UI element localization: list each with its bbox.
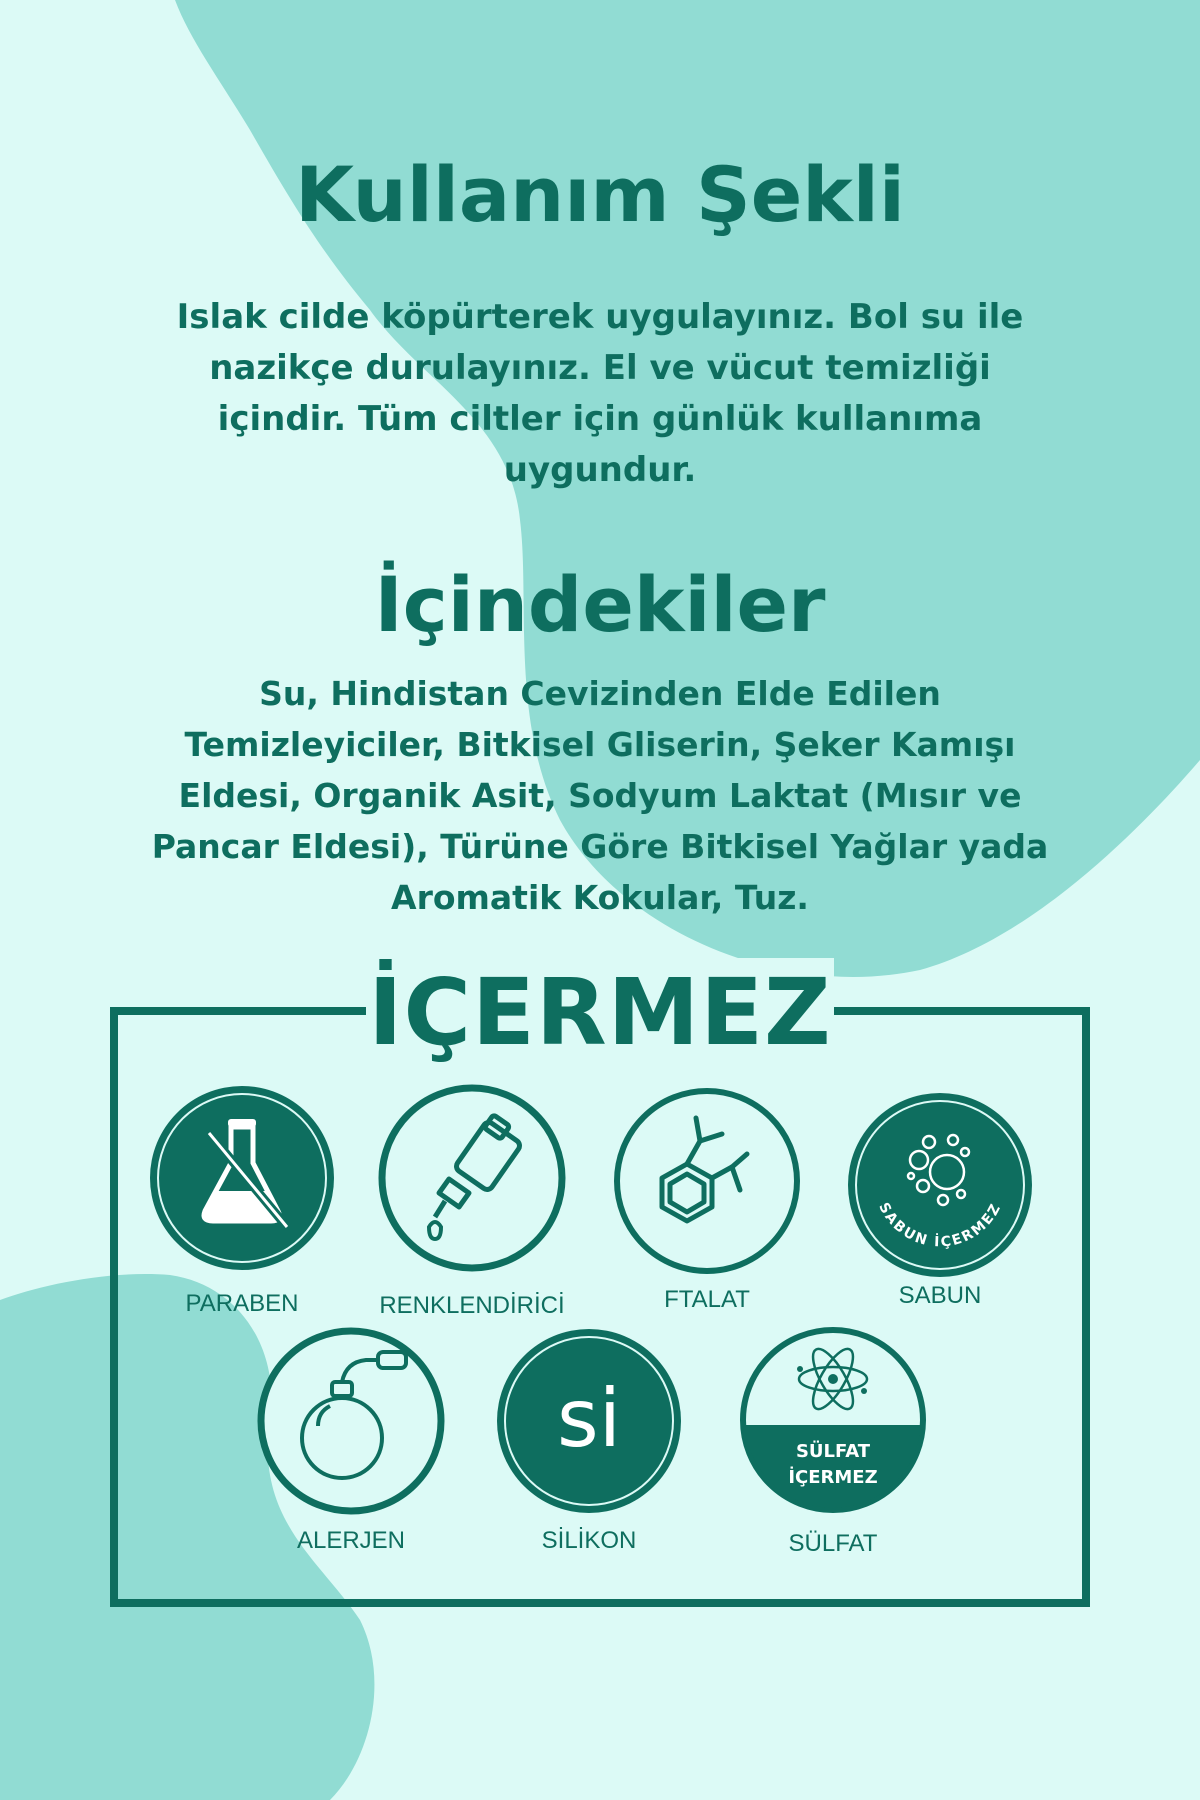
silicone-badge-text: si xyxy=(557,1372,621,1465)
badge-label-sulfate: SÜLFAT xyxy=(788,1530,878,1557)
colorant-badge xyxy=(377,1083,567,1273)
silicone-badge xyxy=(494,1326,684,1516)
atom-icon xyxy=(738,1325,928,1515)
ingredients-text: Su, Hindistan Cevizinden Elde Edilen Temizleyiciler, Bitkisel Gliserin, Şeker Kamışı Eldesi, Organik Asit, Sodyum Laktat (Mısır ve Pancar Eldesi), Türüne Göre Bitkisel Yağlar yada Aromatik Kokular, Tuz. xyxy=(151,674,1049,917)
sulfate-badge-text-2: İÇERMEZ xyxy=(788,1467,878,1488)
badge-label-soap: SABUN xyxy=(898,1282,982,1309)
silicone-si-icon xyxy=(494,1326,684,1516)
usage-title: Kullanım Şekli xyxy=(295,150,905,239)
badge-label-colorant: RENKLENDİRİCİ xyxy=(379,1292,565,1319)
soap-badge xyxy=(845,1090,1035,1280)
perfume-bottle-icon xyxy=(256,1326,446,1516)
flask-icon xyxy=(147,1083,337,1273)
badge-label-silicone: SİLİKON xyxy=(541,1527,637,1554)
allergen-badge xyxy=(256,1326,446,1516)
usage-text: Islak cilde köpürterek uygulayınız. Bol su ile nazikçe durulayınız. El ve vücut temizliği içindir. Tüm ciltler için günlük kullanıma uygundur. xyxy=(176,297,1024,490)
molecule-icon xyxy=(612,1086,802,1276)
badge-label-phthalate: FTALAT xyxy=(664,1286,750,1313)
sulfate-badge-text-1: SÜLFAT xyxy=(795,1441,871,1462)
sulfate-badge xyxy=(738,1325,928,1515)
phthalate-badge xyxy=(612,1086,802,1276)
badge-label-paraben: PARABEN xyxy=(185,1290,299,1317)
paraben-badge xyxy=(147,1083,337,1273)
ingredients-title: İçindekiler xyxy=(374,560,826,649)
free-from-title: İÇERMEZ xyxy=(366,958,834,1068)
soap-badge-text: SABUN İÇERMEZ xyxy=(875,1200,1005,1251)
dropper-bottle-icon xyxy=(377,1083,567,1273)
badge-label-allergen: ALERJEN xyxy=(296,1527,406,1554)
bubbles-icon xyxy=(845,1090,1035,1280)
